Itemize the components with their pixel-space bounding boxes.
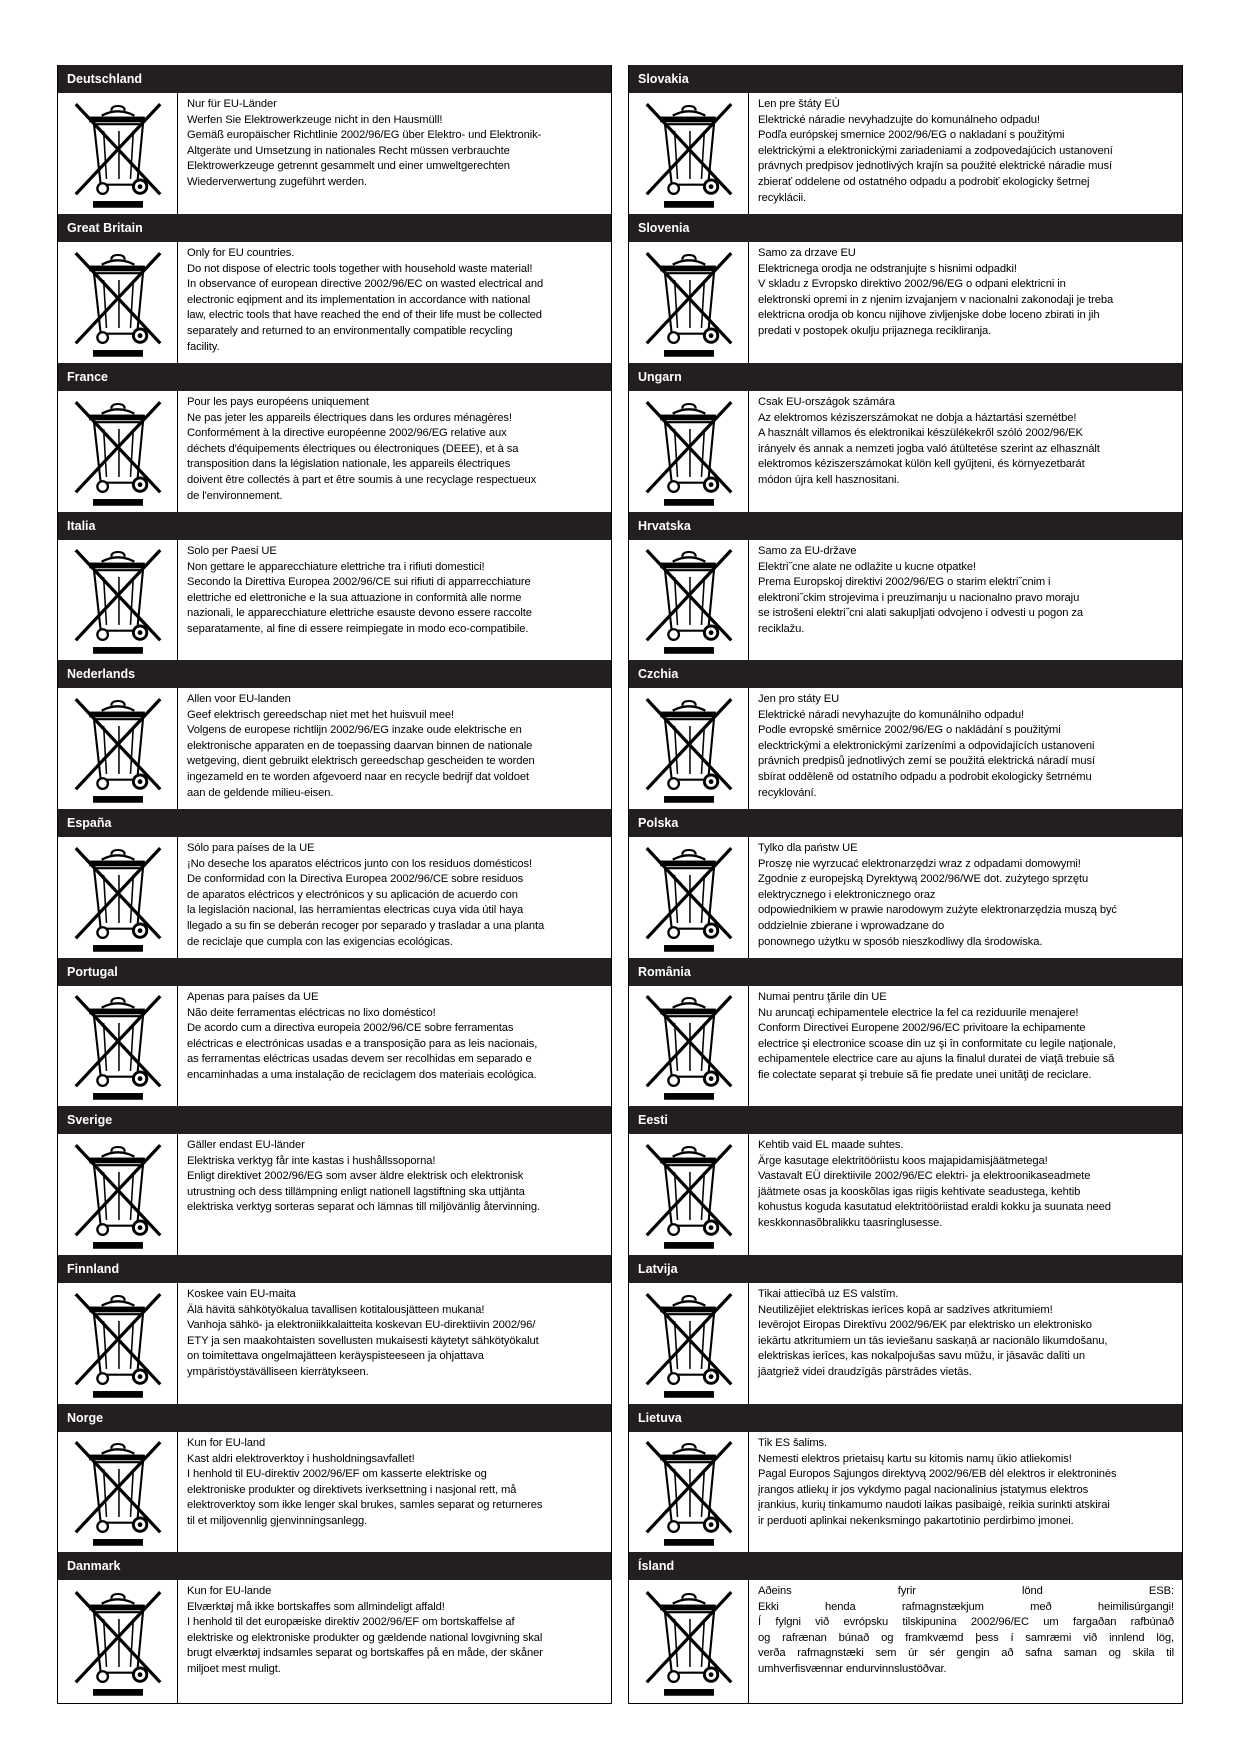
weee-section xyxy=(57,958,612,1106)
text-line: In observance of european directive 2002/96/EC on wasted electrical and xyxy=(187,278,544,291)
crossed-out-wheelie-bin-icon xyxy=(70,842,166,954)
section-body xyxy=(629,837,1182,958)
weee-section xyxy=(57,1552,612,1704)
text-line: Apenas para países da UE xyxy=(187,991,319,1003)
text-line: Enligt direktivet 2002/96/EG som avser äldre elektrisk och elektronisk xyxy=(187,1170,524,1183)
weee-section xyxy=(57,1106,612,1255)
text-line: Ievērojot Eiropas Direktīvu 2002/96/EK par elektrisko un elektronisko xyxy=(758,1319,1092,1332)
disposal-text xyxy=(749,837,1182,958)
crossed-out-wheelie-bin-icon xyxy=(70,1586,166,1698)
text-line: I henhold til EU-direktiv 2002/96/EF om kasserte elektriske og xyxy=(187,1468,487,1481)
text-line: Samo za drzave EU xyxy=(758,247,856,259)
crossed-out-wheelie-bin-icon xyxy=(641,1139,737,1251)
weee-section xyxy=(628,958,1183,1106)
icon-cell xyxy=(629,1283,749,1404)
text-line: elektromos kéziszerszámokat külön kell gyűjteni, és környezetbarát xyxy=(758,458,1085,471)
text-line: Nu aruncaţi echipamentele electrice la fel ca reziduurile menajere! xyxy=(758,1006,1079,1019)
text-line: elektronski opremi in z njenim izvajanjem v nacionalni zakonodaji je treba xyxy=(758,293,1114,306)
text-line: ympäristöystävälliseen kierrätykseen. xyxy=(187,1365,369,1378)
text-line: Nemesti elektros prietaisų kartu su kitomis namų ūkio atliekomis! xyxy=(758,1452,1072,1465)
icon-cell xyxy=(629,1134,749,1255)
text-line: I henhold til det europæiske direktiv 2002/96/EF om bortskaffelse af xyxy=(187,1616,515,1629)
country-header: Norge xyxy=(58,1404,611,1432)
text-line: echipamentele electrice care au ajuns la finalul duratei de viaţă trebuie să xyxy=(758,1053,1115,1066)
text-line: Kun for EU-lande xyxy=(187,1585,272,1597)
text-line: elektroniske produkter og direktivets iverksettning i nasjonal rett, må xyxy=(187,1483,517,1496)
disposal-text xyxy=(749,540,1182,660)
section-body xyxy=(629,1432,1182,1552)
text-line: nazionali, le apparecchiature elettriche esauste devono essere raccolte xyxy=(187,607,532,620)
text-line: Não deite ferramentas eléctricas no lixo doméstico! xyxy=(187,1006,436,1019)
crossed-out-wheelie-bin-icon xyxy=(641,396,737,508)
icon-cell xyxy=(629,242,749,363)
icon-cell xyxy=(629,688,749,809)
text-line: Aðeins fyrir lönd ESB: xyxy=(758,1585,1174,1597)
text-line: Elektriska verktyg får inte kastas i hushållssoporna! xyxy=(187,1154,436,1167)
icon-cell xyxy=(58,986,178,1106)
text-line: Conform Directivei Europene 2002/96/EC privitoare la echipamente xyxy=(758,1022,1086,1035)
text-line: miljoet mest muligt. xyxy=(187,1662,281,1675)
weee-section xyxy=(57,1404,612,1552)
weee-section xyxy=(57,660,612,809)
text-line: Elektricnega orodja ne odstranjujte s hisnimi odpadki! xyxy=(758,262,1017,275)
text-line: jāatgriež videi draudzīgās pārstrādes vietās. xyxy=(758,1365,972,1378)
icon-cell xyxy=(58,1134,178,1255)
crossed-out-wheelie-bin-icon xyxy=(70,247,166,359)
country-header: Slovenia xyxy=(629,214,1182,242)
crossed-out-wheelie-bin-icon xyxy=(641,990,737,1102)
section-body xyxy=(629,93,1182,214)
icon-cell xyxy=(629,1580,749,1703)
disposal-text xyxy=(178,1283,611,1404)
text-line: separately and returned to an environmentally compatible recycling xyxy=(187,324,513,337)
text-line: Wiederverwertung zugeführt werden. xyxy=(187,175,368,188)
text-line: Numai pentru ţările din UE xyxy=(758,991,887,1003)
disposal-text xyxy=(178,1134,611,1255)
crossed-out-wheelie-bin-icon xyxy=(70,544,166,656)
crossed-out-wheelie-bin-icon xyxy=(70,1436,166,1548)
country-header: Danmark xyxy=(58,1552,611,1580)
crossed-out-wheelie-bin-icon xyxy=(641,544,737,656)
disposal-text xyxy=(178,986,611,1106)
icon-cell xyxy=(629,1432,749,1552)
text-line: irányelv és annak a nemzeti jogba való átültetése szerint az elhasznált xyxy=(758,442,1100,455)
text-line: ponownego użytku w sposób nieszkodliwy dla środowiska. xyxy=(758,935,1043,948)
country-header: Eesti xyxy=(629,1106,1182,1134)
right-column xyxy=(628,65,1183,1704)
text-line: ingezameld en te worden afgevoerd naar en recycle bedrijf dat voldoet xyxy=(187,770,529,783)
weee-section xyxy=(628,363,1183,512)
disposal-text xyxy=(178,688,611,809)
text-line: Ekki henda rafmagnstækjum með heimilisúrgangi! xyxy=(758,1600,1174,1613)
disposal-text xyxy=(178,1580,611,1703)
section-body xyxy=(58,1580,611,1703)
text-line: transposition dans la législation nationale, les appareils électriques xyxy=(187,458,511,471)
text-line: Csak EU-országok számára xyxy=(758,396,895,408)
text-line: Elværktøj må ikke bortskaffes som allmindeligt affald! xyxy=(187,1600,445,1613)
text-line: Secondo la Direttiva Europea 2002/96/CE sui rifiuti di apparrecchiature xyxy=(187,576,531,589)
country-header: France xyxy=(58,363,611,391)
crossed-out-wheelie-bin-icon xyxy=(70,98,166,210)
text-line: elecktrickými a elektronickými zarízeními a odpovidajících ustanoveni xyxy=(758,739,1095,752)
icon-cell xyxy=(629,837,749,958)
text-line: Volgens de europese richtlijn 2002/96/EG inzake oude elektrische en xyxy=(187,724,522,737)
text-line: Í fylgni við evrópsku tilskipunina 2002/96/EC um fargaðan rafbúnað xyxy=(758,1616,1174,1629)
text-line: electronic eqipment and its implementation in accordance with national xyxy=(187,293,531,306)
crossed-out-wheelie-bin-icon xyxy=(641,1436,737,1548)
left-column xyxy=(57,65,612,1704)
text-line: právnich predpisů jednotlivých zemí se použitá elektrická náradí musí xyxy=(758,755,1095,768)
text-line: elektriska verktyg sorteras separat och lämnas till miljövänlig återvinning. xyxy=(187,1201,541,1214)
crossed-out-wheelie-bin-icon xyxy=(641,842,737,954)
section-body xyxy=(629,1134,1182,1255)
text-line: de reciclaje que cumpla con las exigencias ecológicas. xyxy=(187,935,453,948)
text-line: Werfen Sie Elektrowerkzeuge nicht in den Hausmüll! xyxy=(187,113,443,126)
text-line: Ne pas jeter les appareils électriques dans les ordures ménagères! xyxy=(187,411,512,424)
text-line: Do not dispose of electric tools together with household waste material! xyxy=(187,262,533,275)
text-line: as ferramentas eléctricas usadas devem ser recolhidas em separado e xyxy=(187,1053,532,1066)
text-line: Samo za EU-države xyxy=(758,545,857,557)
section-body xyxy=(58,1432,611,1552)
text-line: doivent être collectés à part et être soumis à une recyclage respectueux xyxy=(187,473,537,486)
text-line: elektricna orodja ob koncu nijihove zivljenjske dobe loceno zbirati in jih xyxy=(758,309,1100,322)
text-line: Tikai attiecībā uz ES valstīm. xyxy=(758,1288,899,1300)
text-line: aan de geldende milieu-eisen. xyxy=(187,786,334,799)
section-body xyxy=(58,1283,611,1404)
text-line: Jen pro státy EU xyxy=(758,693,840,705)
weee-section xyxy=(628,809,1183,958)
text-line: til et miljovennlig gjenvinningsanlegg. xyxy=(187,1514,368,1527)
icon-cell xyxy=(629,93,749,214)
crossed-out-wheelie-bin-icon xyxy=(641,693,737,805)
text-line: Prema Europskoj direktivi 2002/96/EG o starim elektri˝cnim i xyxy=(758,576,1051,589)
text-line: Neutilizējiet elektriskas ierīces kopā ar sadzīves atkritumiem! xyxy=(758,1303,1053,1316)
text-line: Kun for EU-land xyxy=(187,1437,266,1449)
text-line: Vastavalt EÜ direktiivile 2002/96/EC elektri- ja elektroonikaseadmete xyxy=(758,1170,1091,1183)
country-header: Slovakia xyxy=(629,65,1182,93)
text-line: právnych predpisov jednotlivých krajín sa použité elektrické náradie musí xyxy=(758,160,1112,173)
crossed-out-wheelie-bin-icon xyxy=(70,693,166,805)
text-line: Only for EU countries. xyxy=(187,247,295,259)
weee-section xyxy=(57,363,612,512)
text-line: módon újra kell hasznositani. xyxy=(758,473,900,486)
crossed-out-wheelie-bin-icon xyxy=(70,990,166,1102)
section-body xyxy=(629,540,1182,660)
text-line: umhverfisvænnar endurvinnslustöðvar. xyxy=(758,1662,947,1675)
country-header: Finnland xyxy=(58,1255,611,1283)
disposal-text xyxy=(749,93,1182,214)
text-line: sbírat odděleně od ostatního odpadu a podrobit ekologicky šetrnému xyxy=(758,770,1092,783)
text-line: la legislación nacional, las herramientas electricas cuya vida útil haya xyxy=(187,904,524,917)
text-line: fie colectate separat şi trebuie să fie predate unei unităţi de reciclare. xyxy=(758,1068,1092,1081)
section-body xyxy=(629,391,1182,512)
text-line: elektriske og elektroniske produkter og gældende national lovgivning skal xyxy=(187,1631,543,1644)
crossed-out-wheelie-bin-icon xyxy=(641,98,737,210)
text-line: Podľa európskej smernice 2002/96/EG o nakladaní s použitými xyxy=(758,129,1065,142)
text-line: odpowiednikiem w prawie narodowym zużyte elektronarzędzia muszą być xyxy=(758,904,1117,917)
icon-cell xyxy=(58,391,178,512)
text-line: elektrycznego i elektronicznego oraz xyxy=(758,888,936,901)
weee-section xyxy=(628,1255,1183,1404)
text-line: Tik ES šalims. xyxy=(758,1437,828,1449)
text-line: jäätmete osas ja kooskõlas igas riigis kehtivate seadustega, kehtib xyxy=(758,1185,1081,1198)
section-body xyxy=(629,688,1182,809)
disposal-text xyxy=(749,391,1182,512)
text-line: elektroverktoy som ikke lenger skal brukes, samles separat og returneres xyxy=(187,1499,543,1512)
disposal-text xyxy=(749,1283,1182,1404)
text-line: on toimitettava ongelmajätteen keräyspisteeseen ja ohjattava xyxy=(187,1350,484,1363)
text-line: zbierať oddelene od ostatného odpadu a podrobiť ekologicky šetrnej xyxy=(758,175,1090,188)
text-line: kohustus koguda kasutatud elektritööriistad eraldi kokku ja suunata need xyxy=(758,1201,1111,1214)
text-line: separatamente, al fine di essere reimpiegate in modo eco-compatibile. xyxy=(187,622,529,635)
icon-cell xyxy=(58,93,178,214)
icon-cell xyxy=(629,540,749,660)
section-body xyxy=(629,1283,1182,1404)
icon-cell xyxy=(58,540,178,660)
text-line: iekārtu atkritumiem un tās ieviešanu saskaņā ar nacionālo likumdošanu, xyxy=(758,1334,1108,1347)
section-body xyxy=(58,93,611,214)
icon-cell xyxy=(58,837,178,958)
crossed-out-wheelie-bin-icon xyxy=(641,1586,737,1698)
weee-section xyxy=(628,1404,1183,1552)
crossed-out-wheelie-bin-icon xyxy=(70,396,166,508)
section-body xyxy=(629,242,1182,363)
text-line: Nur für EU-Länder xyxy=(187,98,277,110)
text-line: law, electric tools that have reached the end of their life must be collected xyxy=(187,309,542,322)
text-line: ir perduoti aplinkai nekenksmingo pakartotinio perdirbimo įmonei. xyxy=(758,1514,1074,1527)
country-header: Great Britain xyxy=(58,214,611,242)
text-line: įrangos atliekų ir jos vykdymo pagal nacionalinius įstatymus elektros xyxy=(758,1483,1089,1496)
text-line: og rafrænan búnað og framkvæmd þess í samræmi við innlend lög, xyxy=(758,1631,1174,1644)
text-line: Gemäß europäischer Richtlinie 2002/96/EG über Elektro- und Elektronik- xyxy=(187,129,542,142)
text-line: Solo per Paesi UE xyxy=(187,545,277,557)
text-line: elektrickými a elektronickými zariadeniami a zodpovedajúcich ustanovení xyxy=(758,144,1113,157)
text-line: elektroni˝ckim strojevima i preuzimanju u nacionalno pravo moraju xyxy=(758,591,1080,604)
text-line: recyklování. xyxy=(758,786,817,799)
disposal-text xyxy=(749,242,1182,363)
text-line: Geef elektrisch gereedschap niet met het huisvuil mee! xyxy=(187,708,454,721)
text-line: ¡No deseche los aparatos eléctricos junto con los residuos domésticos! xyxy=(187,857,532,870)
text-line: de aparatos eléctricos y electrónicos y su aplicación de acuerdo con xyxy=(187,888,518,901)
text-line: Kehtib vaid EL maade suhtes. xyxy=(758,1139,904,1151)
icon-cell xyxy=(629,986,749,1106)
text-line: elektriskas ierīces, kas nokalpojušas savu mūžu, ir jāsavāc dalīti un xyxy=(758,1350,1086,1363)
icon-cell xyxy=(629,391,749,512)
country-header: Latvija xyxy=(629,1255,1182,1283)
weee-section xyxy=(628,65,1183,214)
text-line: wetgeving, dient gebruikt elektrisch gereedschap gescheiden te worden xyxy=(187,755,535,768)
text-line: ETY ja sen maakohtaisten sovellusten mukaisesti käytetyt sähkötyökalut xyxy=(187,1334,539,1347)
section-body xyxy=(58,1134,611,1255)
text-line: Podle evropské směrnice 2002/96/EG o nakládání s použitými xyxy=(758,724,1061,737)
text-line: Kast aldri elektroverktoy i husholdningsavfallet! xyxy=(187,1452,415,1465)
text-line: Ärge kasutage elektritööriistu koos majapidamisjäätmetega! xyxy=(758,1154,1048,1167)
country-header: Deutschland xyxy=(58,65,611,93)
text-line: Pour les pays européens uniquement xyxy=(187,396,369,408)
disposal-text xyxy=(178,837,611,958)
text-line: Zgodnie z europejską Dyrektywą 2002/96/WE dot. zużytego sprzętu xyxy=(758,873,1089,886)
text-line: V skladu z Evropsko direktivo 2002/96/EG o odpani elektricni in xyxy=(758,278,1066,291)
disposal-text xyxy=(749,986,1182,1106)
weee-section xyxy=(628,660,1183,809)
icon-cell xyxy=(58,688,178,809)
text-line: Non gettare le apparecchiature elettriche tra i rifiuti domestici! xyxy=(187,560,485,573)
country-header: Hrvatska xyxy=(629,512,1182,540)
icon-cell xyxy=(58,242,178,363)
country-header: Sverige xyxy=(58,1106,611,1134)
text-line: Elektrowerkzeuge getrennt gesammelt und einer umweltgerechten xyxy=(187,160,510,173)
text-line: keskkonnasõbralikku taasringlusesse. xyxy=(758,1216,943,1229)
text-line: llegado a su fin se deberán recoger por separado y trasladar a una planta xyxy=(187,919,545,932)
text-line: encaminhadas a uma instalação de reciclagem dos materiais ecológica. xyxy=(187,1068,537,1081)
section-body xyxy=(58,837,611,958)
text-line: verða rafmagnstæki sem úr sér gengin að safna saman og skila til xyxy=(758,1647,1174,1660)
text-line: utrustning och dess tillämpning enligt nationell lagstiftning ska uttjänta xyxy=(187,1185,525,1198)
text-line: recyklácii. xyxy=(758,191,807,204)
text-line: Allen voor EU-landen xyxy=(187,693,291,705)
country-header: Nederlands xyxy=(58,660,611,688)
section-body xyxy=(629,1580,1182,1703)
section-body xyxy=(58,688,611,809)
crossed-out-wheelie-bin-icon xyxy=(641,247,737,359)
text-line: Conformément à la directive européenne 2002/96/EG relative aux xyxy=(187,427,507,440)
text-line: Az elektromos kéziszerszámokat ne dobja a háztartási szemétbe! xyxy=(758,411,1077,424)
text-line: déchets d'équipements électriques ou électroniques (DEEE), et à sa xyxy=(187,442,519,455)
country-header: España xyxy=(58,809,611,837)
weee-section xyxy=(57,512,612,660)
text-line: brugt elværktøj indsamles separat og bortskaffes på en måde, der skåner xyxy=(187,1647,543,1660)
text-line: electrice şi electronice scoase din uz şi în conformitate cu legile naţionale, xyxy=(758,1037,1116,1050)
crossed-out-wheelie-bin-icon xyxy=(641,1288,737,1400)
text-line: de l'environnement. xyxy=(187,489,283,502)
disposal-text xyxy=(178,242,611,363)
weee-section xyxy=(57,65,612,214)
country-header: România xyxy=(629,958,1182,986)
text-line: Sólo para países de la UE xyxy=(187,842,315,854)
text-line: Pagal Europos Sąjungos direktyvą 2002/96/EB dėl elektros ir elektroninės xyxy=(758,1468,1117,1481)
text-line: Tylko dla państw UE xyxy=(758,842,858,854)
country-header: Ungarn xyxy=(629,363,1182,391)
text-line: eléctricas e electrónicas usadas e a transposição para as leis nacionais, xyxy=(187,1037,538,1050)
weee-section xyxy=(57,214,612,363)
text-line: Gäller endast EU-länder xyxy=(187,1139,305,1151)
weee-section xyxy=(628,1552,1183,1704)
section-body xyxy=(58,986,611,1106)
crossed-out-wheelie-bin-icon xyxy=(70,1139,166,1251)
text-line: oddzielnie zbierane i wprowadzane do xyxy=(758,919,945,932)
text-line: predati v postopek okulju prijaznega recikliranja. xyxy=(758,324,992,337)
country-header: Czchia xyxy=(629,660,1182,688)
section-body xyxy=(58,540,611,660)
text-line: Altgeräte und Umsetzung in nationales Recht müssen verbrauchte xyxy=(187,144,510,157)
weee-section xyxy=(57,809,612,958)
text-line: įrankius, kurių tinkamumo naudoti laikas pasibaigė, reikia surinkti atskirai xyxy=(758,1499,1110,1512)
country-header: Polska xyxy=(629,809,1182,837)
text-line: reciklažu. xyxy=(758,622,805,635)
text-line: De conformidad con la Directiva Europea 2002/96/CE sobre residuos xyxy=(187,873,524,886)
section-body xyxy=(629,986,1182,1106)
icon-cell xyxy=(58,1580,178,1703)
text-line: A használt villamos és elektronikai készülékekről szóló 2002/96/EK xyxy=(758,427,1083,440)
text-line: Koskee vain EU-maita xyxy=(187,1288,296,1300)
text-line: elettriche ed elettroniche e la sua attuazione in conformità alle norme xyxy=(187,591,522,604)
crossed-out-wheelie-bin-icon xyxy=(70,1288,166,1400)
text-line: Vanhoja sähkö- ja elektroniikkalaitteita koskevan EU-direktiivin 2002/96/ xyxy=(187,1319,536,1332)
country-header: Portugal xyxy=(58,958,611,986)
text-line: Proszę nie wyrzucać elektronarzędzi wraz z odpadami domowymi! xyxy=(758,857,1081,870)
icon-cell xyxy=(58,1283,178,1404)
text-line: facility. xyxy=(187,340,220,353)
country-header: Italia xyxy=(58,512,611,540)
weee-section xyxy=(57,1255,612,1404)
disposal-text xyxy=(749,1432,1182,1552)
disposal-text xyxy=(749,1134,1182,1255)
disposal-text xyxy=(178,391,611,512)
text-line: Elektrické náradi nevyhazujte do komunálniho odpadu! xyxy=(758,708,1024,721)
disposal-text xyxy=(178,93,611,214)
icon-cell xyxy=(58,1432,178,1552)
section-body xyxy=(58,242,611,363)
text-line: Elektrické náradie nevyhadzujte do komunálneho odpadu! xyxy=(758,113,1040,126)
text-line: Älä hävitä sähkötyökalua tavallisen kotitalousjätteen mukana! xyxy=(187,1303,485,1316)
text-line: De acordo cum a directiva europeia 2002/96/CE sobre ferramentas xyxy=(187,1022,514,1035)
text-line: Elektri˝cne alate ne odlažite u kucne otpatke! xyxy=(758,560,977,573)
disposal-text xyxy=(749,688,1182,809)
country-header: Lietuva xyxy=(629,1404,1182,1432)
disposal-text xyxy=(178,540,611,660)
weee-section xyxy=(628,214,1183,363)
text-line: se istrošeni elektri˝cni alati sakupljati odvojeno i odvesti u pogon za xyxy=(758,607,1083,620)
text-line: Len pre štáty EÚ xyxy=(758,98,840,110)
disposal-text xyxy=(178,1432,611,1552)
country-header: Ísland xyxy=(629,1552,1182,1580)
weee-section xyxy=(628,1106,1183,1255)
section-body xyxy=(58,391,611,512)
text-line: elektronische apparaten en de toepassing daarvan binnen de nationale xyxy=(187,739,533,752)
disposal-text xyxy=(749,1580,1182,1703)
weee-section xyxy=(628,512,1183,660)
